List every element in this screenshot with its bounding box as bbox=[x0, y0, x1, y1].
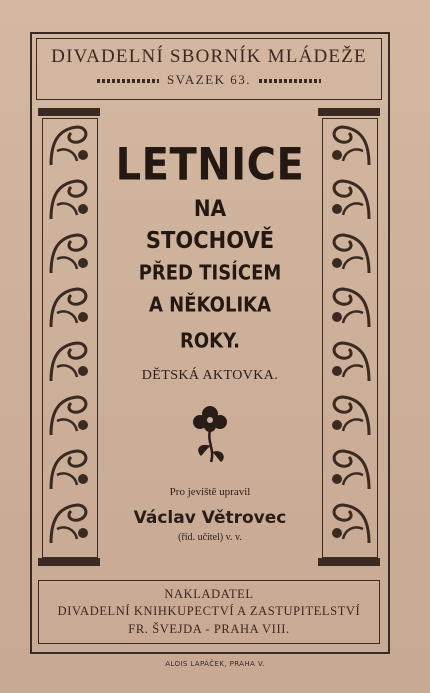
publisher-box bbox=[38, 580, 380, 644]
title-line-6: ROKY. bbox=[179, 329, 240, 354]
publisher-label: NAKLADATEL bbox=[164, 587, 254, 601]
title-line-5: A NĚKOLIKA bbox=[148, 293, 272, 318]
volume-row bbox=[37, 72, 381, 88]
floral-ornament-icon bbox=[327, 391, 373, 439]
title-line-4: PŘED TISÍCEM bbox=[138, 261, 282, 286]
floral-ornament-icon bbox=[47, 229, 93, 277]
floral-ornament-icon bbox=[327, 283, 373, 331]
adaptation-credit: Pro jeviště upravil bbox=[169, 486, 251, 498]
series-title: DIVADELNÍ SBORNÍK MLÁDEŽE bbox=[51, 46, 367, 67]
floral-ornament-icon bbox=[47, 175, 93, 223]
column-cap-bottom bbox=[38, 558, 100, 566]
title-line-1: LETNICE bbox=[115, 139, 305, 191]
title-line-2: NA bbox=[193, 194, 227, 222]
floral-ornament-icon bbox=[47, 391, 93, 439]
flower-ornament-icon bbox=[185, 400, 235, 470]
printer-credit: ALOIS LAPÁČEK, PRAHA V. bbox=[165, 660, 265, 668]
floral-ornament-icon bbox=[47, 121, 93, 169]
floral-ornament-icon bbox=[327, 499, 373, 547]
column-cap-top bbox=[318, 108, 380, 116]
floral-ornament-icon bbox=[327, 337, 373, 385]
series-header bbox=[36, 38, 382, 100]
floral-ornament-icon bbox=[47, 499, 93, 547]
volume-number: SVAZEK 63. bbox=[166, 72, 252, 87]
floral-ornament-icon bbox=[327, 229, 373, 277]
floral-ornament-icon bbox=[47, 283, 93, 331]
floral-ornament-icon bbox=[47, 445, 93, 493]
column-body bbox=[322, 118, 378, 558]
dash-ornament-left bbox=[97, 79, 159, 83]
column-body bbox=[42, 118, 98, 558]
floral-ornament-icon bbox=[327, 175, 373, 223]
floral-ornament-icon bbox=[327, 445, 373, 493]
floral-ornament-icon bbox=[327, 121, 373, 169]
author-name: Václav Větrovec bbox=[133, 508, 287, 528]
column-cap-bottom bbox=[318, 558, 380, 566]
ornamental-column-right bbox=[318, 108, 380, 566]
publisher-address: FR. ŠVEJDA - PRAHA VIII. bbox=[128, 622, 290, 636]
column-cap-top bbox=[38, 108, 100, 116]
author-title: (říd. učitel) v. v. bbox=[178, 532, 242, 543]
title-line-3: STOCHOVĚ bbox=[145, 226, 275, 254]
floral-ornament-icon bbox=[47, 337, 93, 385]
dash-ornament-right bbox=[259, 79, 321, 83]
genre-subtitle: DĚTSKÁ AKTOVKA. bbox=[141, 368, 279, 383]
ornamental-column-left bbox=[38, 108, 100, 566]
publisher-name: DIVADELNÍ KNIHKUPECTVÍ A ZASTUPITELSTVÍ bbox=[57, 604, 361, 618]
